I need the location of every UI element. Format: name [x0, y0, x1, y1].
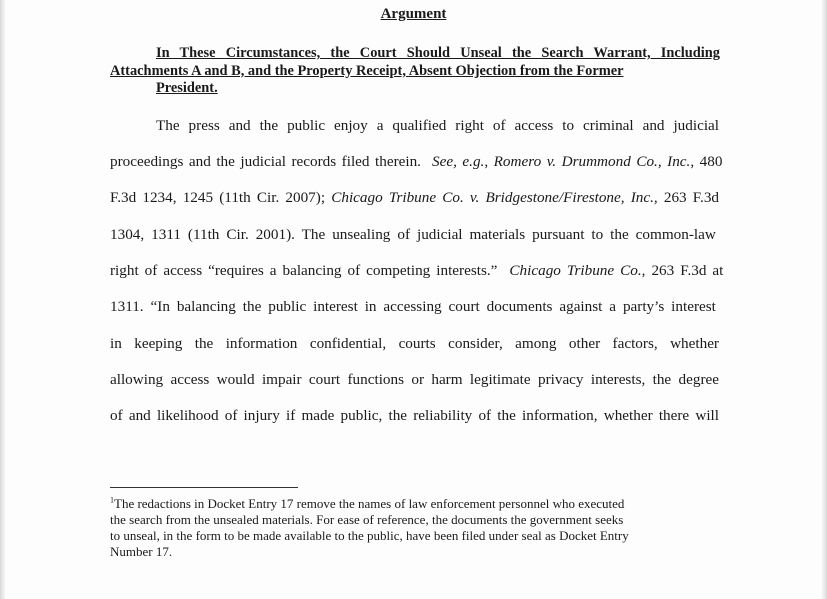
footnote-divider — [110, 487, 298, 488]
page-edge-left — [0, 0, 6, 599]
page-edge-right — [821, 0, 827, 599]
footnote-line-4: Number 17. — [110, 544, 173, 559]
body-text — [110, 262, 723, 280]
case-name: Romero v. Drummond Co., Inc. — [493, 153, 691, 170]
body-line-8 — [110, 371, 719, 389]
body-text: 1304, 1311 (11th Cir. 2001). The unsealing of judicial materials pursuant to the common-law — [110, 226, 716, 243]
footnote-line-3: to unseal, in the form to be made available to the public, have been filed under seal as Docket Entry — [110, 528, 629, 543]
body-text-segment: right of access “requires a balancing of competing interests.” — [110, 262, 498, 279]
footnote-line-1 — [110, 496, 720, 512]
footnote-text: The redactions in Docket Entry 17 remove the names of law enforcement personnel who executed — [114, 496, 625, 511]
argument-subheading — [110, 45, 720, 98]
body-text-segment: , — [484, 153, 489, 170]
body-line-7 — [110, 335, 719, 353]
footnote-marker: 1 — [110, 495, 114, 505]
footnote — [110, 496, 720, 560]
body-line-4 — [110, 226, 719, 244]
body-text-segment: , 480 — [690, 153, 723, 170]
case-name: Chicago Tribune Co. — [509, 262, 642, 279]
body-text-segment: proceedings and the judicial records filed therein. — [110, 153, 421, 170]
body-line-6 — [110, 298, 719, 316]
body-text — [110, 153, 722, 171]
footnote-line-2: the search from the unsealed materials. For ease of reference, the documents the government seeks — [110, 512, 624, 527]
body-text-segment: , 263 F.3d at — [641, 262, 724, 279]
subheading-line-2: Attachments A and B, and the Property Receipt, Absent Objection from the Former — [110, 62, 624, 79]
body-text-segment: , 263 F.3d — [653, 189, 720, 206]
body-line-9 — [110, 407, 719, 425]
body-text-segment: F.3d 1234, 1245 (11th Cir. 2007); — [110, 189, 326, 206]
body-text: in keeping the information confidential, courts consider, among other factors, whether — [110, 335, 719, 352]
body-text: 1311. “In balancing the public interest in accessing court documents against a party’s interest — [110, 298, 716, 315]
body-line-1 — [110, 117, 719, 135]
body-text: The press and the public enjoy a qualified right of access to criminal and judicial — [156, 117, 719, 134]
body-text — [110, 189, 719, 207]
section-heading: Argument — [380, 6, 447, 22]
body-line-2 — [110, 153, 723, 171]
case-name: Chicago Tribune Co. v. Bridgestone/Firestone, Inc. — [331, 189, 654, 206]
body-line-5 — [110, 262, 724, 280]
subheading-line-3: President. — [156, 80, 218, 96]
body-text: of and likelihood of injury if made public, the reliability of the information, whether there will — [110, 407, 719, 424]
subheading-line-1: In These Circumstances, the Court Should Unseal the Search Warrant, Including — [156, 45, 720, 61]
citation-signal: See, e.g. — [432, 153, 485, 170]
body-text: allowing access would impair court functions or harm legitimate privacy interests, the degree — [110, 371, 719, 388]
body-line-3 — [110, 189, 719, 207]
